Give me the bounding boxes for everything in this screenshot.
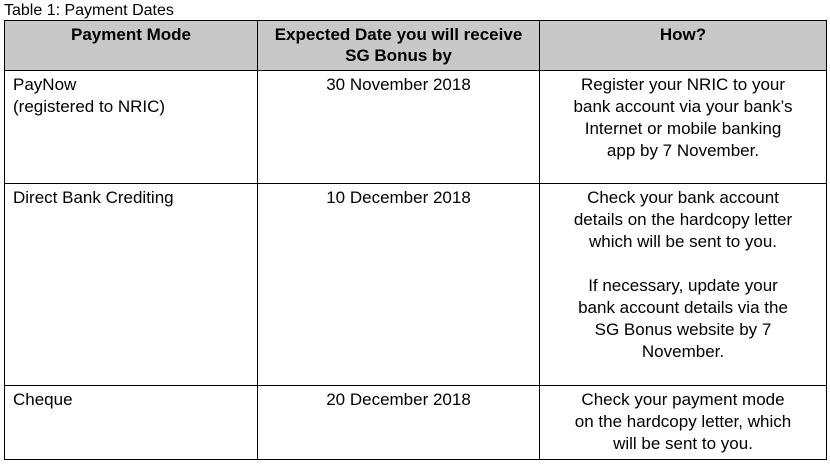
how-cell: Register your NRIC to your bank account via your bank’s Internet or mobile banking app by 7 November. [540, 71, 827, 184]
table-row [5, 184, 827, 386]
payment-mode-cell: PayNow (registered to NRIC) [5, 71, 258, 184]
how-cell: Check your payment mode on the hardcopy letter, which will be sent to you. [540, 386, 827, 460]
paragraph-gap [546, 253, 820, 275]
payment-mode-cell: Cheque [5, 386, 258, 460]
header-payment-mode: Payment Mode [5, 21, 258, 71]
table-row [5, 386, 827, 460]
payment-mode-cell: Direct Bank Crediting [5, 184, 258, 386]
header-how: How? [540, 21, 827, 71]
expected-date-cell: 30 November 2018 [258, 71, 540, 184]
how-paragraph: Check your bank account details on the hardcopy letter which will be sent to you. [573, 188, 793, 251]
table-header-row [5, 21, 827, 71]
table-caption: Table 1: Payment Dates [4, 2, 174, 19]
how-paragraph: If necessary, update your bank account details via the SG Bonus website by 7 November. [578, 276, 788, 361]
expected-date-cell: 10 December 2018 [258, 184, 540, 386]
payment-dates-table [4, 20, 827, 460]
table-row [5, 71, 827, 184]
header-expected-date: Expected Date you will receive SG Bonus by [258, 21, 540, 71]
how-cell [540, 184, 827, 386]
expected-date-cell: 20 December 2018 [258, 386, 540, 460]
